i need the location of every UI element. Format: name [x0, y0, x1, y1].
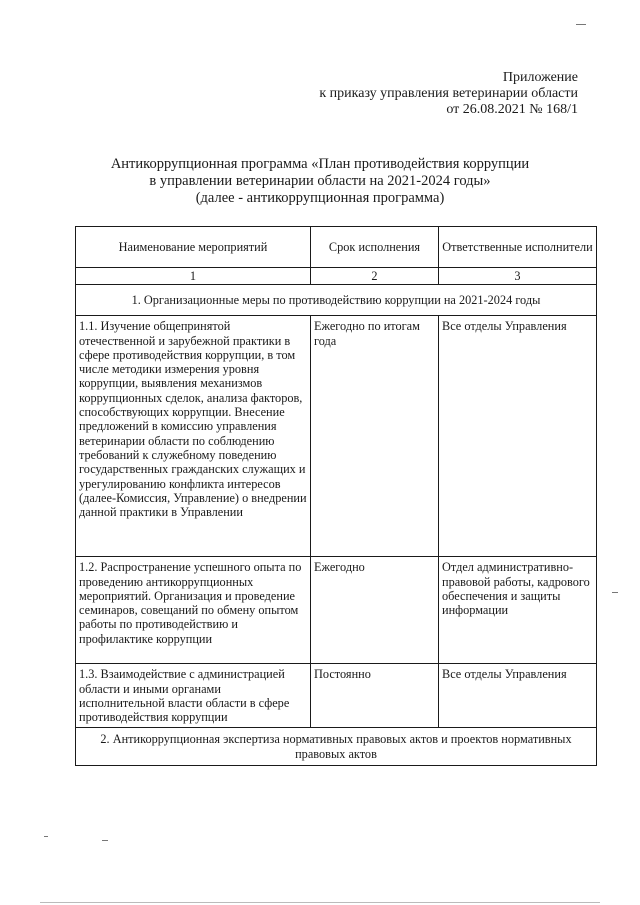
section-row	[76, 285, 597, 316]
section-title: 1. Организационные меры по противодействию коррупции на 2021-2024 годы	[76, 285, 597, 316]
appendix-order-date: от 26.08.2021 № 168/1	[446, 102, 578, 117]
title-line-3: (далее - антикоррупционная программа)	[195, 190, 445, 206]
scan-mark	[102, 840, 108, 841]
table-header-row	[76, 227, 597, 268]
header-cell: Ответственные исполнители	[439, 227, 597, 268]
header-cell: Срок исполнения	[311, 227, 439, 268]
measure-term: Ежегодно	[311, 557, 439, 664]
table-number-row	[76, 268, 597, 285]
measure-name: 1.1. Изучение общепринятой отечественной и зарубежной практики в сфере противодействия коррупции, в том числе методики измерения уровня коррупции, выявления механизмов коррупционных сделок, анализа факторов, способствующих коррупции. Внесение предложений в комиссию управления ветеринарии области по соблюдению требований к служебному поведению государственных гражданских служащих и урегулированию конфликта интересов (далее-Комиссия, Управление) о внедрении данной практики в Управлении	[76, 316, 311, 557]
measure-term: Ежегодно по итогам года	[311, 316, 439, 557]
title-line-1: Антикоррупционная программа «План противодействия коррупции	[110, 156, 530, 172]
appendix-label: Приложение	[502, 70, 578, 85]
measure-term: Постоянно	[311, 664, 439, 728]
scan-mark	[40, 902, 600, 903]
scan-mark	[612, 592, 618, 593]
measure-responsible: Все отделы Управления	[439, 316, 597, 557]
column-number: 3	[439, 268, 597, 285]
table-row	[76, 557, 597, 664]
appendix-header	[319, 70, 578, 118]
scan-mark	[576, 24, 586, 25]
measure-responsible: Отдел административно-правовой работы, кадрового обеспечения и защиты информации	[439, 557, 597, 664]
column-number: 2	[311, 268, 439, 285]
title-line-2: в управлении ветеринарии области на 2021-2024 годы»	[149, 173, 491, 189]
table-row	[76, 316, 597, 557]
table-row	[76, 664, 597, 728]
measure-name: 1.3. Взаимодействие с администрацией области и иными органами исполнительной власти области в сфере противодействия коррупции	[76, 664, 311, 728]
measure-name: 1.2. Распространение успешного опыта по проведению антикоррупционных мероприятий. Организация и проведение семинаров, совещаний по обмену опытом работы по противодействию и профилактике коррупции	[76, 557, 311, 664]
section-row	[76, 728, 597, 766]
column-number: 1	[76, 268, 311, 285]
scan-mark	[44, 836, 48, 837]
appendix-order-ref: к приказу управления ветеринарии области	[319, 86, 578, 101]
measure-responsible: Все отделы Управления	[439, 664, 597, 728]
document-title	[80, 156, 560, 207]
section-title: 2. Антикоррупционная экспертиза нормативных правовых актов и проектов нормативных правовых актов	[76, 728, 597, 766]
program-table	[75, 226, 597, 766]
header-cell: Наименование мероприятий	[76, 227, 311, 268]
